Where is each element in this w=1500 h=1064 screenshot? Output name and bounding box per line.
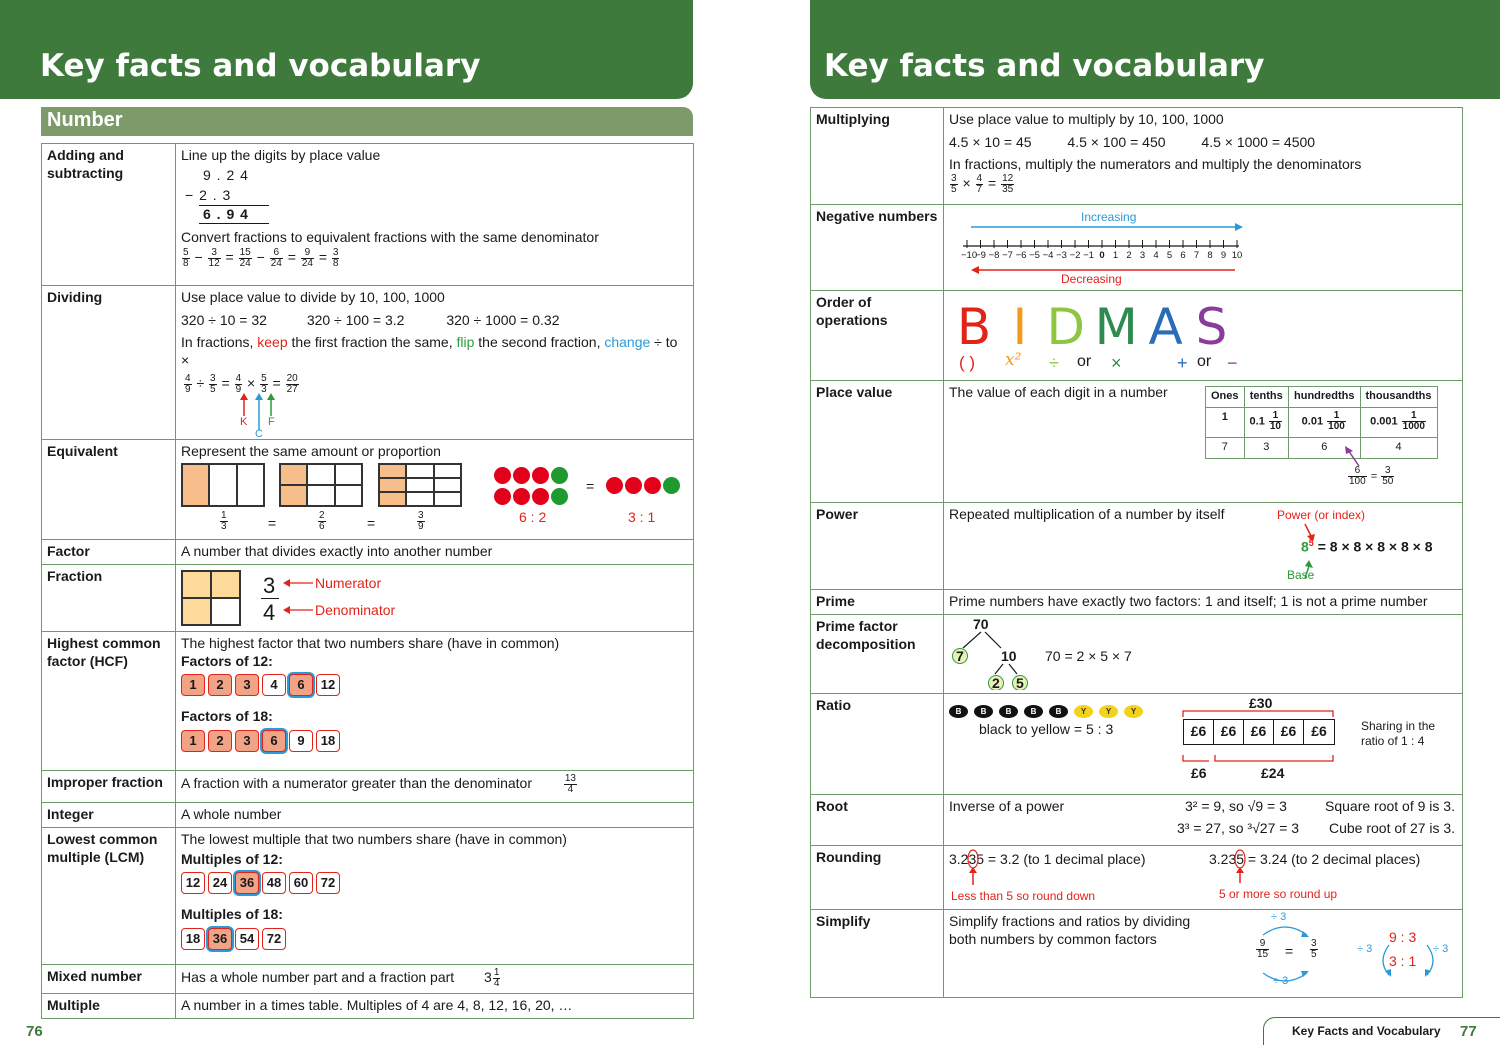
term: Multiplying	[811, 108, 944, 205]
rounding-note: Less than 5 so round down	[951, 889, 1096, 903]
calc-top: 9 . 2 4	[203, 166, 249, 183]
denominator-label: Denominator	[315, 602, 396, 618]
definition: Inverse of a power 3² = 9, so √9 = 3 Square root of 9 is 3. 3³ = 27, so ³√27 = 3 Cube root of 27 is 3.	[944, 795, 1463, 846]
multiple-box: 36	[235, 872, 259, 894]
term: Root	[811, 795, 944, 846]
example-row: 4.5 × 10 = 45 4.5 × 100 = 450 4.5 × 1000 = 4500	[949, 133, 1316, 150]
bidmas-letter: D	[1046, 298, 1086, 356]
multiple-box: 72	[316, 872, 340, 894]
bidmas-letter: M	[1094, 298, 1138, 356]
example: 320 ÷ 1000 = 0.32	[446, 311, 560, 328]
multiple-box: 36	[208, 928, 232, 950]
ratio-diagram: B B B B B Y Y Y black to yellow = 5 : 3 £30 £6 £6 £6 £6 £6 £6 £24 Sharing in the ratio of 1 : 4	[949, 697, 1457, 789]
ninths-bar	[378, 463, 462, 507]
tick-label: −8	[988, 250, 1000, 261]
power-label: Power (or index)	[1277, 508, 1366, 522]
term: Ratio	[811, 694, 944, 795]
multiple-box: 60	[289, 872, 313, 894]
multiples-12	[181, 872, 688, 894]
term: Order of operations	[811, 291, 944, 381]
tick-label: −6	[1015, 250, 1027, 261]
table-row	[811, 846, 1463, 910]
change-label: C	[255, 428, 263, 440]
tick-label: 7	[1193, 250, 1200, 261]
mixed-whole: 3	[484, 969, 492, 986]
definition-text: Use place value to multiply by 10, 100, 1000	[949, 111, 1224, 127]
factor-box: 12	[316, 674, 340, 696]
definition	[944, 205, 1463, 291]
term: Mixed number	[42, 965, 176, 994]
ratio-total: £30	[1249, 695, 1273, 711]
table-row	[42, 440, 694, 540]
definition	[944, 694, 1463, 795]
table-row	[811, 291, 1463, 381]
tick-label: −2	[1069, 250, 1081, 261]
factor-box: 4	[262, 674, 286, 696]
tick-label: 2	[1126, 250, 1132, 261]
multiple-box: 18	[181, 928, 205, 950]
definition-text: A fraction with a numerator greater than the denominator	[181, 775, 532, 792]
term: Prime factor decomposition	[811, 615, 944, 694]
definition	[944, 291, 1463, 381]
term: Prime	[811, 590, 944, 615]
definition	[944, 503, 1463, 590]
definition	[176, 144, 694, 286]
multiple-box: 24	[208, 872, 232, 894]
table-row	[811, 795, 1463, 846]
factors-label: Factors of 18:	[181, 708, 273, 724]
tick-label: 5	[1166, 250, 1173, 261]
ratio-dots: B B B B B Y Y Y	[949, 701, 1149, 719]
table-row	[42, 632, 694, 771]
table-row	[42, 144, 694, 286]
definition	[944, 108, 1463, 205]
definition	[176, 632, 694, 771]
tick-label: −10	[961, 250, 978, 261]
definition-text: The lowest multiple that two numbers share (have in common)	[181, 831, 567, 847]
tick-label: −7	[1002, 250, 1013, 261]
definition	[944, 615, 1463, 694]
definition: Has a whole number part and a fraction part 3 $\frac{1}{4}$	[176, 965, 694, 994]
table-row	[811, 108, 1463, 205]
term: Integer	[42, 803, 176, 828]
page-number: 76	[26, 1023, 43, 1040]
table-row	[811, 381, 1463, 503]
term: Multiple	[42, 994, 176, 1019]
multiples-label: Multiples of 18:	[181, 906, 283, 922]
definition: A fraction with a numerator greater than the denominator $\frac{13}{4}$	[176, 771, 694, 803]
term: Lowest common multiple (LCM)	[42, 828, 176, 965]
tick-label: −4	[1042, 250, 1054, 261]
dots-6-2	[494, 467, 574, 509]
fraction-example: $\frac{5}{8}$ − $\frac{3}{12}$ = $\frac{15}{24}$ − $\frac{6}{24}$ = $\frac{9}{24}$ = $\frac{3}{8}$	[183, 247, 339, 269]
example-row	[181, 312, 688, 330]
example: 320 ÷ 10 = 32	[181, 311, 267, 328]
definition: A number that divides exactly into another number	[176, 540, 694, 565]
definition: Simplify fractions and ratios by dividing both numbers by common factors ÷ 3 $\frac{9}{15}$ = $\frac{3}{5}$ ÷ 3 ÷ 3 9 : 3 3 : 1 ÷ 3	[944, 910, 1463, 998]
term: Dividing	[42, 286, 176, 440]
term: Fraction	[42, 565, 176, 632]
number-line	[949, 208, 1457, 286]
kfc-example: $\frac{4}{9}$ ÷ $\frac{3}{5}$ = $\frac{4}{9}$ × $\frac{5}{3}$ = $\frac{20}{27}$ K C F	[181, 374, 688, 436]
definition-text: Convert fractions to equivalent fractions with the same denominator	[181, 228, 599, 245]
table-row	[811, 694, 1463, 795]
power-expression: $8^5 = 8 \times 8 \times 8 \times 8 \times 8$	[1301, 538, 1433, 555]
multiples-label: Multiples of 12:	[181, 850, 283, 867]
table-row	[811, 615, 1463, 694]
factors-18	[181, 730, 688, 752]
term: Factor	[42, 540, 176, 565]
factor-box: 3	[235, 674, 259, 696]
page-number: 77	[1460, 1023, 1477, 1040]
bar-model: £6 £6 £6 £6 £6	[1183, 719, 1335, 745]
definition: A whole number	[176, 803, 694, 828]
section-title: Number	[41, 107, 693, 136]
tick-label: 3	[1139, 250, 1146, 261]
multiples-18	[181, 928, 688, 950]
decreasing-label: Decreasing	[1061, 272, 1122, 286]
vocab-table	[810, 107, 1463, 998]
table-row	[811, 910, 1463, 998]
place-value-table: Ones tenths hundredths thousandths 1 0.1 $\frac{1}{10}$ 0.01 $\frac{1}{100}$ 0.001 $\frac{1}{1000}$ 7 3 6 4	[1205, 386, 1438, 459]
fraction-denominator: 4	[263, 600, 276, 625]
factor-box: 1	[181, 730, 205, 752]
table-row	[811, 590, 1463, 615]
term: Adding and subtracting	[42, 144, 176, 286]
definition-text: Line up the digits by place value	[181, 147, 381, 163]
thirds-bar	[181, 463, 265, 507]
term: Place value	[811, 381, 944, 503]
definition: 3.235 = 3.2 (to 1 decimal place) 3.235 = 3.24 (to 2 decimal places) Less than 5 so round down 5 or more so round up	[944, 846, 1463, 910]
term: Rounding	[811, 846, 944, 910]
pfd-equation: 70 = 2 × 5 × 7	[1045, 648, 1132, 664]
table-row	[42, 803, 694, 828]
base-label: Base	[1287, 568, 1315, 582]
bidmas-letter: I	[1012, 298, 1028, 356]
definition-text: Represent the same amount or proportion	[181, 443, 441, 459]
definition	[176, 440, 694, 540]
definition-text: Repeated multiplication of a number by itself	[949, 506, 1225, 522]
multiple-box: 48	[262, 872, 286, 894]
term: Improper fraction	[42, 771, 176, 803]
term: Equivalent	[42, 440, 176, 540]
equivalent-diagram: $\frac{1}{3}$ = $\frac{2}{6}$ = $\frac{3}{9}$ = 6 : 2 3 : 1	[181, 461, 688, 533]
bidmas-letter: S	[1195, 298, 1228, 356]
term: Negative numbers	[811, 205, 944, 291]
sixths-bar	[279, 463, 363, 507]
definition-text: Inverse of a power	[949, 798, 1065, 814]
increasing-label: Increasing	[1081, 210, 1137, 224]
rounding-note: 5 or more so round up	[1219, 887, 1338, 901]
definition-text: Use place value to divide by 10, 100, 1000	[181, 289, 445, 305]
factor-box: 6	[289, 674, 313, 696]
bidmas: B I D M A S ( ) x² ÷ or × + or −	[949, 294, 1457, 376]
definition	[176, 286, 694, 440]
factor-box: 9	[289, 730, 313, 752]
table-row	[42, 965, 694, 994]
calc-result: 6 . 9 4	[199, 205, 269, 225]
table-row	[42, 540, 694, 565]
definition-text: Has a whole number part and a fraction part	[181, 969, 455, 986]
keep-label: K	[240, 416, 248, 428]
term: Highest common factor (HCF)	[42, 632, 176, 771]
tick-label: −1	[1083, 250, 1094, 261]
table-row	[811, 205, 1463, 291]
definition-text: Simplify fractions and ratios by dividing both numbers by common factors	[949, 913, 1191, 947]
definition-text: In fractions, multiply the numerators and multiply the denominators	[949, 156, 1362, 172]
calc-middle: − 2 . 3	[185, 186, 232, 203]
factor-box: 2	[208, 674, 232, 696]
kfc-rule: In fractions, keep the first fraction the same, flip the second fraction, change ÷ to ×	[181, 334, 678, 368]
factors-label: Factors of 12:	[181, 652, 273, 669]
definition: A number in a times table. Multiples of 4 are 4, 8, 12, 16, 20, …	[176, 994, 694, 1019]
definition	[176, 828, 694, 965]
factor-box: 1	[181, 674, 205, 696]
definition	[944, 381, 1463, 503]
table-row	[42, 565, 694, 632]
tick-label: 0	[1099, 250, 1105, 261]
tick-label: 10	[1231, 250, 1243, 261]
tick-label: 8	[1207, 250, 1213, 261]
quarters-square	[181, 570, 241, 626]
factor-box: 18	[316, 730, 340, 752]
footer-title: Key Facts and Vocabulary	[1292, 1024, 1441, 1038]
multiple-box: 12	[181, 872, 205, 894]
table-row	[42, 828, 694, 965]
tick-label: 6	[1180, 250, 1186, 261]
tick-label: −5	[1029, 250, 1040, 261]
ratio-label: 6 : 2	[519, 508, 547, 525]
term: Power	[811, 503, 944, 590]
flip-label: F	[268, 416, 275, 428]
tick-label: 9	[1220, 250, 1227, 261]
factors-12	[181, 674, 688, 696]
tick-label: −3	[1056, 250, 1067, 261]
fraction-example: $\frac{3}{5}$ × $\frac{4}{7}$ = $\frac{12}{35}$	[951, 172, 1014, 195]
definition-text: The value of each digit in a number	[949, 384, 1168, 400]
factor-tree: 70 7 10 2 5 70 = 2 × 5 × 7	[949, 618, 1457, 688]
multiple-box: 54	[235, 928, 259, 950]
tick-label: 1	[1112, 250, 1119, 261]
example: 320 ÷ 100 = 3.2	[306, 311, 405, 328]
multiple-box: 72	[262, 928, 286, 950]
definition	[176, 565, 694, 632]
definition: Prime numbers have exactly two factors: 1 and itself; 1 is not a prime number	[944, 590, 1463, 615]
ratio-text: black to yellow = 5 : 3	[979, 721, 1114, 737]
page-title: Key facts and vocabulary	[0, 0, 693, 99]
tick-label: 4	[1153, 250, 1159, 261]
table-row	[42, 994, 694, 1019]
fraction-numerator: 3	[263, 573, 276, 598]
dots-3-1	[606, 477, 682, 499]
bidmas-letter: A	[1148, 298, 1183, 356]
factor-box: 6	[262, 730, 286, 752]
ratio-label: 3 : 1	[628, 508, 656, 525]
page-title: Key facts and vocabulary	[810, 0, 1500, 99]
number-vocab-table	[41, 143, 694, 1019]
table-row	[42, 771, 694, 803]
bidmas-letter: B	[956, 298, 992, 356]
table-row	[42, 286, 694, 440]
definition-text: The highest factor that two numbers share (have in common)	[181, 635, 560, 651]
factor-box: 2	[208, 730, 232, 752]
numerator-label: Numerator	[315, 575, 382, 591]
tick-label: −9	[975, 250, 986, 261]
place-value-note: $\frac{6}{100}$ = $\frac{3}{50}$	[1349, 465, 1394, 487]
column-calculation	[181, 165, 688, 229]
term: Simplify	[811, 910, 944, 998]
table-row	[811, 503, 1463, 590]
factor-box: 3	[235, 730, 259, 752]
sharing-note: Sharing in the ratio of 1 : 4	[1361, 719, 1436, 748]
